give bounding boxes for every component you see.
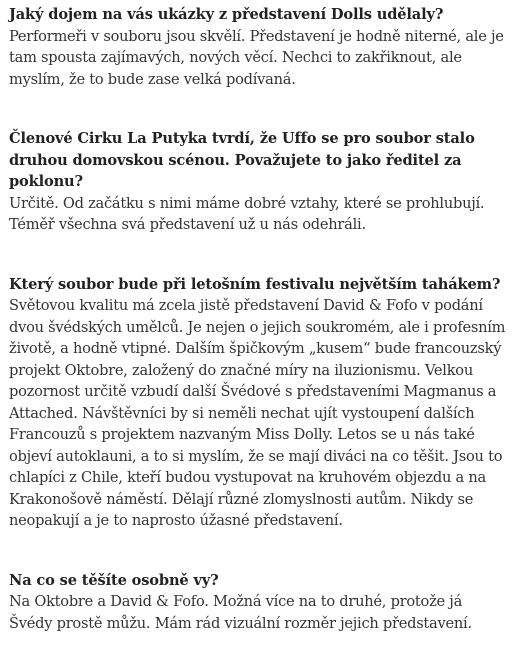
question-2: Členové Cirku La Putyka tvrdí, že Uffo se pro soubor stalo druhou domovskou scénou. Považujete to jako ředitel za poklonu? — [9, 130, 475, 190]
answer-2: Určitě. Od začátku s nimi máme dobré vztahy, které se prohlubují. Téměř všechna svá představení už u nás odehráli. — [9, 194, 485, 233]
qa-block-1 — [9, 4, 507, 90]
qa-block-3 — [9, 274, 507, 532]
question-1: Jaký dojem na vás ukázky z představení Dolls udělaly? — [9, 6, 444, 23]
answer-4: Na Oktobre a David & Fofo. Možná více na to druhé, protože já Švédy prostě můžu. Mám rád vizuální rozměr jejich představení. — [9, 593, 472, 632]
question-3: Který soubor bude při letošním festivalu největším tahákem? — [9, 275, 501, 293]
answer-3: Světovou kvalitu má zcela jistě představení David & Fofo v podání dvou švédských umělců. Je nejen o jejich soukromém, ale i profesním životě, a hodně vtipné. Dalším špičkovým „kusem“ bude francouzský projekt Oktobre, založený do značné míry na iluzionismu. Velkou pozornost určitě vzbudí další Švédové s představeními Magmanus a Attached. Návštěvníci by si neměli nechat ujít vystoupení dalších Francouzů s projektem nazvaným Miss Dolly. Letos se u nás také objeví autoklauni, a to si myslím, že se mají diváci na co těšit. Jsou to chlapíci z Chile, kteří budou vystupovat na kruhovém objezdu a na Krakonošově náměstí. Dělají různé zlomyslnosti autům. Nikdy se neopakují a je to naprosto úžasné představení. — [9, 297, 506, 529]
answer-1: Performeři v souboru jsou skvělí. Představení je hodně niterné, ale je tam spousta zajímavých, nových věcí. Nechci to zakřiknout, ale myslím, že to bude zase velká podívaná. — [9, 27, 504, 88]
qa-block-4 — [9, 570, 507, 635]
question-4: Na co se těšíte osobně vy? — [9, 571, 219, 589]
qa-block-2 — [9, 128, 507, 236]
